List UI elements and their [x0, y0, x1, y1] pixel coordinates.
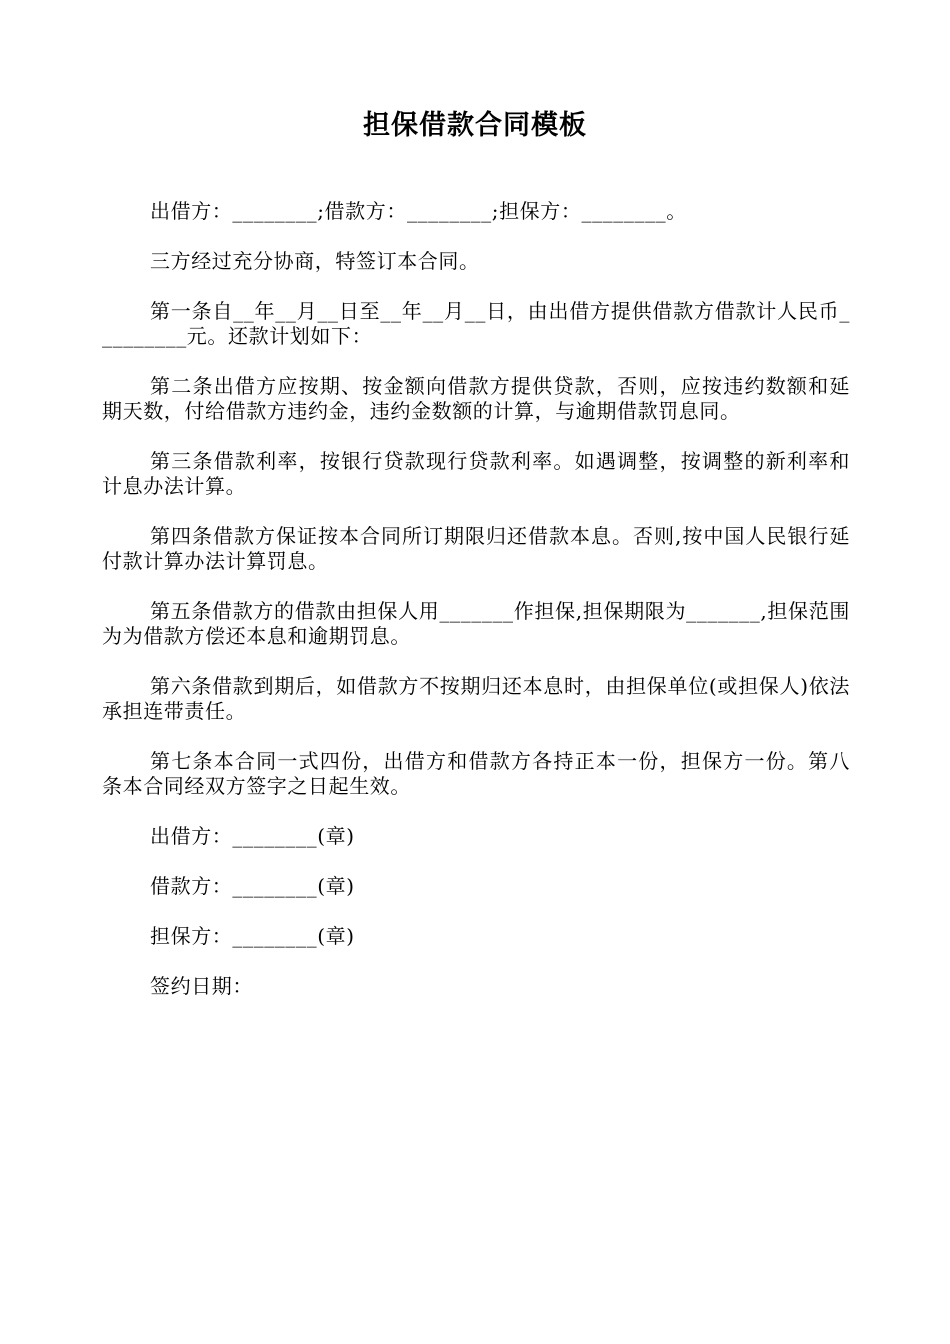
document-body [102, 199, 850, 1024]
article-3: 第三条借款利率，按银行贷款现行贷款利率。如遇调整，按调整的新利率和计息办法计算。 [102, 449, 850, 498]
article-4: 第四条借款方保证按本合同所订期限归还借款本息。否则,按中国人民银行延付款计算办法计算罚息。 [102, 524, 850, 573]
article-5: 第五条借款方的借款由担保人用_______作担保,担保期限为_______,担保范围为为借款方偿还本息和逾期罚息。 [102, 599, 850, 648]
article-2: 第二条出借方应按期、按金额向借款方提供贷款，否则，应按违约数额和延期天数，付给借款方违约金，违约金数额的计算，与逾期借款罚息同。 [102, 374, 850, 423]
signature-guarantor: 担保方：________(章) [150, 924, 355, 948]
signing-date: 签约日期： [150, 974, 253, 998]
parties-line: 出借方：________;借款方：________;担保方：________。 [150, 199, 687, 223]
signature-lender: 出借方：________(章) [150, 824, 355, 848]
document-title: 担保借款合同模板 [363, 110, 587, 141]
article-1: 第一条自__年__月__日至__年__月__日，由出借方提供借款方借款计人民币_________元。还款计划如下： [102, 299, 850, 348]
article-6: 第六条借款到期后，如借款方不按期归还本息时，由担保单位(或担保人)依法承担连带责任。 [102, 674, 850, 723]
signature-borrower: 借款方：________(章) [150, 874, 355, 898]
article-7-8: 第七条本合同一式四份，出借方和借款方各持正本一份，担保方一份。第八条本合同经双方签字之日起生效。 [102, 749, 850, 798]
intro-paragraph: 三方经过充分协商，特签订本合同。 [150, 249, 480, 273]
